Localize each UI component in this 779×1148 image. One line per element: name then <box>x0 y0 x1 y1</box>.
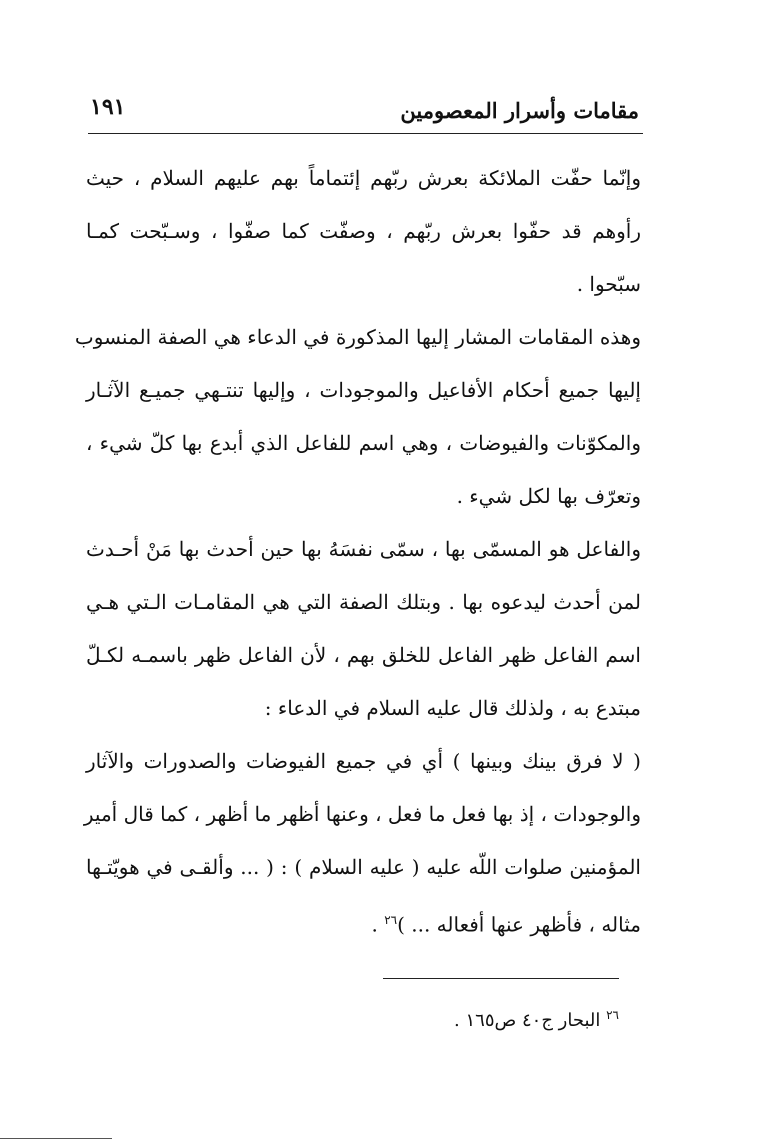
paragraph-1 <box>86 152 641 311</box>
text-line: مبتدع به ، ولذلك قال عليه السلام في الدعاء : <box>264 696 641 720</box>
text-line: رأوهم قد حفّوا بعرش ربّهم ، وصفّت كما صفّوا ، وسـبّحت كمـا <box>86 219 641 243</box>
text-line-content: مثاله ، فأظهر عنها أفعاله ... ) <box>397 912 641 937</box>
paragraph-2 <box>74 311 641 523</box>
text-line: سبّحوا . <box>576 272 641 296</box>
text-line: وتعرّف بها لكل شيء . <box>456 484 641 508</box>
text-line: ( لا فرق بينك وبينها ) أي في جميع الفيوضات والصدورات والآثار <box>86 749 641 773</box>
sentence-end: . <box>371 912 385 937</box>
text-line: والفاعل هو المسمّى بها ، سمّى نفسَهُ بها حين أحدث بها مَنْ أحـدث <box>86 537 641 561</box>
header-divider <box>88 133 643 134</box>
page-number: ١٩١ <box>90 94 126 120</box>
text-line: اسم الفاعل ظهر الفاعل للخلق بهم ، لأن الفاعل ظهر باسمـه لكـلّ <box>86 643 641 667</box>
footnote-reference[interactable]: ٢٦ <box>384 913 398 927</box>
text-line: وإنّما حفّت الملائكة بعرش ربّهم إئتماماً بهم عليهم السلام ، حيث <box>86 166 641 190</box>
body-text <box>74 152 641 947</box>
running-header-title: مقامات وأسرار المعصومين <box>400 98 639 123</box>
text-line: إليها جميع أحكام الأفاعيل والموجودات ، وإليها تنتـهي جميـع الآثـار <box>86 378 641 402</box>
footnote-text: البحار ج٤٠ ص١٦٥ . <box>454 1010 607 1031</box>
text-line: المؤمنين صلوات اللّه عليه ( عليه السلام ) : ( ... وألقـى في هويّتـها <box>86 855 641 879</box>
text-line: والوجودات ، إذ بها فعل ما فعل ، وعنها أظهر ما أظهر ، كما قال أمير <box>83 802 641 826</box>
footnote-mark: ٢٦ <box>606 1008 619 1022</box>
paragraph-3 <box>86 523 641 735</box>
page-edge-line <box>0 1138 112 1139</box>
text-line: لمن أحدث ليدعوه بها . وبتلك الصفة التي هي المقامـات الـتي هـي <box>86 590 641 614</box>
text-line: والمكوّنات والفيوضات ، وهي اسم للفاعل الذي أبدع بها كلّ شيء ، <box>86 431 641 455</box>
footnote-divider <box>383 978 619 979</box>
text-line: وهذه المقامات المشار إليها المذكورة في الدعاء هي الصفة المنسوب <box>74 325 641 349</box>
paragraph-4 <box>83 735 641 947</box>
footnote <box>454 1008 619 1031</box>
text-line-with-footnote <box>86 894 641 947</box>
